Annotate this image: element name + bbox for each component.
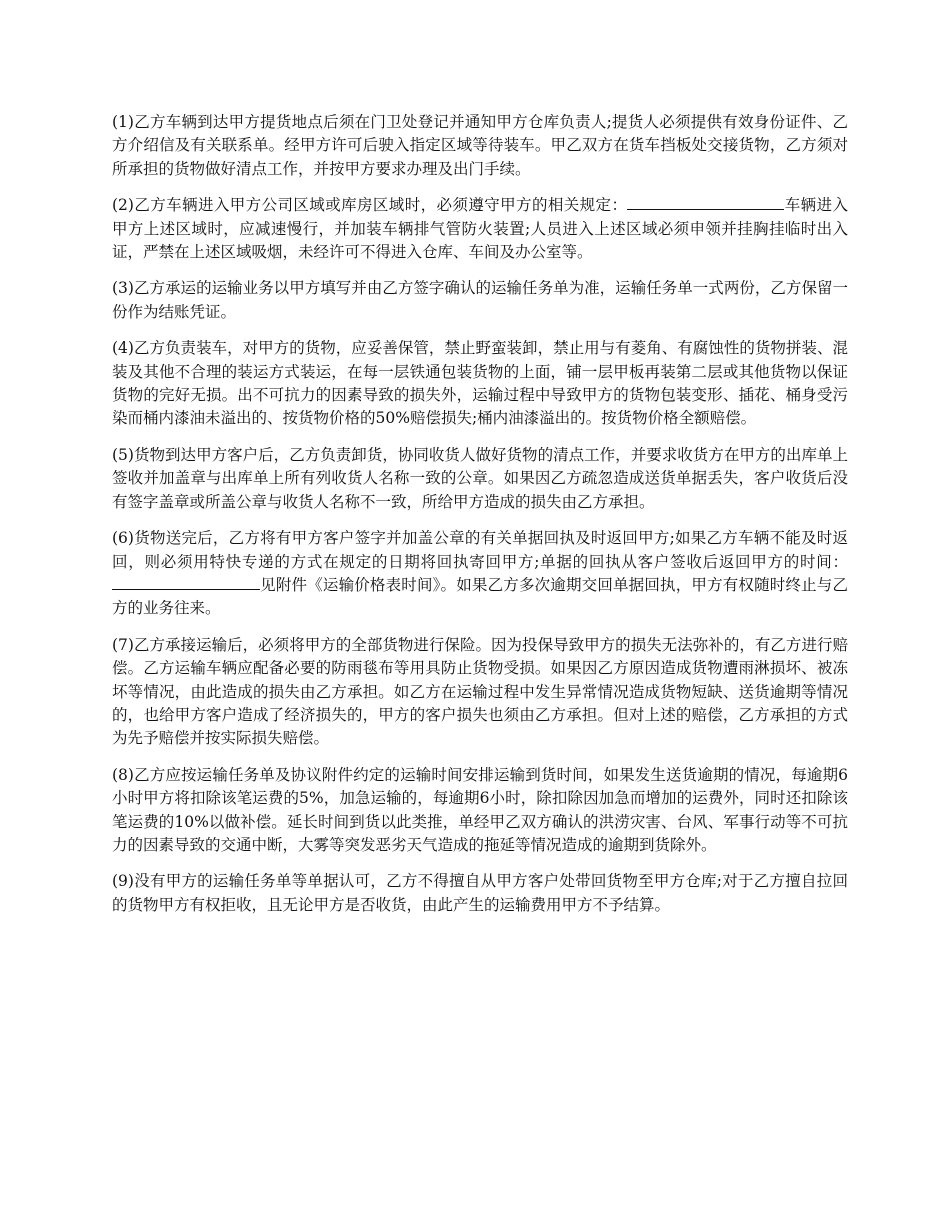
clause-6-paragraph (112, 527, 848, 621)
clause-2-text-before: (2)乙方车辆进入甲方公司区域或库房区域时，必须遵守甲方的相关规定： (112, 196, 628, 215)
clause-5-paragraph: (5)货物到达甲方客户后，乙方负责卸货，协同收货人做好货物的清点工作，并要求收货方在甲方的出库单上签收并加盖章与出库单上所有列收货人名称一致的公章。如果因乙方疏忽造成送货单据丢失，客户收货后没有签字盖章或所盖公章与收货人名称不一致，所给甲方造成的损失由乙方承担。 (112, 445, 848, 511)
clause-2-text-after: 车辆进入甲方上述区域时，应减速慢行，并加装车辆排气管防火装置;人员进入上述区域必须申领并挂胸挂临时出入证，严禁在上述区域吸烟，未经许可不得进入仓库、车间及办公室等。 (112, 196, 848, 262)
clause-6-text-before: (6)货物送完后，乙方将有甲方客户签字并加盖公章的有关单据回执及时返回甲方;如果乙方车辆不能及时返回，则必须用特快专递的方式在规定的日期将回执寄回甲方;单据的回执从客户签收后返回甲方的时间： (112, 529, 848, 571)
contract-document (112, 111, 848, 930)
clause-6-text-after: 见附件《运输价格表时间》。如果乙方多次逾期交回单据回执，甲方有权随时终止与乙方的业务往来。 (112, 575, 848, 618)
clause-4-paragraph: (4)乙方负责装车，对甲方的货物，应妥善保管，禁止野蛮装卸，禁止用与有菱角、有腐蚀性的货物拼装、混装及其他不合理的装运方式装运，在每一层铁通包装货物的上面，铺一层甲板再装第二层或其他货物以保证货物的完好无损。出不可抗力的因素导致的损失外，运输过程中导致甲方的货物包装变形、插花、桶身受污染而桶内漆油未溢出的、按货物价格的50%赔偿损失;桶内油漆溢出的。按货物价格全额赔偿。 (112, 339, 848, 428)
clause-7-paragraph: (7)乙方承接运输后，必须将甲方的全部货物进行保险。因为投保导致甲方的损失无法弥补的，有乙方进行赔偿。乙方运输车辆应配备必要的防雨毯布等用具防止货物受损。如果因乙方原因造成货物遭雨淋损坏、被冻坏等情况，由此造成的损失由乙方承担。如乙方在运输过程中发生异常情况造成货物短缺、送货逾期等情况的，也给甲方客户造成了经济损失的，甲方的客户损失也须由乙方承担。但对上述的赔偿，乙方承担的方式为先予赔偿并按实际损失赔偿。 (112, 635, 848, 748)
clause-1-paragraph: (1)乙方车辆到达甲方提货地点后须在门卫处登记并通知甲方仓库负责人;提货人必须提供有效身份证件、乙方介绍信及有关联系单。经甲方许可后驶入指定区域等待装车。甲乙双方在货车挡板处交接货物，乙方须对所承担的货物做好清点工作，并按甲方要求办理及出门手续。 (112, 113, 848, 178)
fill-in-blank-vehicle-rules (627, 194, 784, 210)
clause-3-paragraph: (3)乙方承运的运输业务以甲方填写并由乙方签字确认的运输任务单为准，运输任务单一式两份，乙方保留一份作为结账凭证。 (112, 279, 848, 321)
clause-2-paragraph (112, 194, 848, 264)
clause-9-paragraph: (9)没有甲方的运输任务单等单据认可，乙方不得擅自从甲方客户处带回货物至甲方仓库;对于乙方擅自拉回的货物甲方有权拒收，且无论甲方是否收货，由此产生的运输费用甲方不予结算。 (112, 872, 848, 914)
fill-in-blank-return-time (112, 574, 260, 590)
clause-8-paragraph: (8)乙方应按运输任务单及协议附件约定的运输时间安排运输到货时间，如果发生送货逾期的情况，每逾期6小时甲方将扣除该笔运费的5%，加急运输的，每逾期6小时，除扣除因加急而增加的运费外，同时还扣除该笔运费的10%以做补偿。延长时间到货以此类推，单经甲乙双方确认的洪涝灾害、台风、军事行动等不可抗力的因素导致的交通中断，大雾等突发恶劣天气造成的拖延等情况造成的逾期到货除外。 (112, 765, 848, 854)
